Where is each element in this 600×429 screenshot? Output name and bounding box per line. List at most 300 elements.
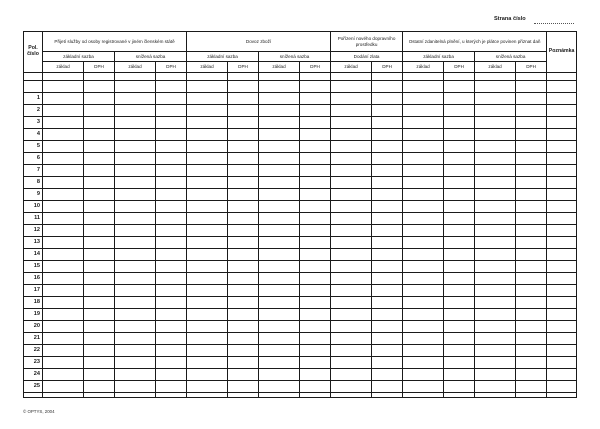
entry-cell[interactable] [444, 153, 475, 165]
entry-cell[interactable] [84, 165, 115, 177]
entry-cell[interactable] [259, 105, 300, 117]
entry-cell[interactable] [516, 237, 547, 249]
entry-cell[interactable] [84, 141, 115, 153]
entry-cell[interactable] [156, 165, 187, 177]
entry-cell[interactable] [516, 321, 547, 333]
entry-cell[interactable] [187, 153, 228, 165]
entry-cell[interactable] [115, 369, 156, 381]
entry-cell[interactable] [228, 393, 259, 398]
entry-cell[interactable] [84, 177, 115, 189]
entry-cell[interactable] [516, 129, 547, 141]
entry-cell[interactable] [187, 309, 228, 321]
entry-cell[interactable] [372, 261, 403, 273]
entry-cell[interactable] [84, 93, 115, 105]
entry-cell[interactable] [115, 177, 156, 189]
entry-cell[interactable] [475, 357, 516, 369]
entry-cell[interactable] [259, 165, 300, 177]
entry-cell[interactable] [372, 105, 403, 117]
entry-cell[interactable] [115, 141, 156, 153]
entry-cell[interactable] [516, 381, 547, 393]
entry-cell[interactable] [259, 333, 300, 345]
entry-cell[interactable] [331, 369, 372, 381]
entry-cell[interactable] [228, 345, 259, 357]
entry-cell[interactable] [331, 309, 372, 321]
entry-cell[interactable] [475, 189, 516, 201]
entry-cell[interactable] [475, 249, 516, 261]
entry-cell[interactable] [228, 177, 259, 189]
entry-cell[interactable] [403, 333, 444, 345]
entry-cell[interactable] [516, 297, 547, 309]
entry-cell[interactable] [300, 93, 331, 105]
entry-cell[interactable] [259, 297, 300, 309]
entry-cell[interactable] [372, 153, 403, 165]
entry-cell[interactable] [115, 105, 156, 117]
entry-cell[interactable] [403, 225, 444, 237]
entry-cell[interactable] [228, 93, 259, 105]
entry-cell[interactable] [444, 141, 475, 153]
entry-cell[interactable] [403, 81, 444, 93]
note-cell[interactable] [547, 273, 577, 285]
entry-cell[interactable] [259, 357, 300, 369]
entry-cell[interactable] [444, 225, 475, 237]
entry-cell[interactable] [187, 369, 228, 381]
entry-cell[interactable] [228, 153, 259, 165]
entry-cell[interactable] [516, 393, 547, 398]
entry-cell[interactable] [228, 249, 259, 261]
entry-cell[interactable] [372, 381, 403, 393]
entry-cell[interactable] [115, 273, 156, 285]
entry-cell[interactable] [403, 213, 444, 225]
entry-cell[interactable] [259, 249, 300, 261]
entry-cell[interactable] [516, 177, 547, 189]
entry-cell[interactable] [228, 297, 259, 309]
entry-cell[interactable] [43, 225, 84, 237]
entry-cell[interactable] [259, 189, 300, 201]
entry-cell[interactable] [115, 237, 156, 249]
entry-cell[interactable] [372, 297, 403, 309]
entry-cell[interactable] [372, 273, 403, 285]
entry-cell[interactable] [43, 177, 84, 189]
entry-cell[interactable] [444, 81, 475, 93]
entry-cell[interactable] [259, 177, 300, 189]
entry-cell[interactable] [228, 273, 259, 285]
entry-cell[interactable] [187, 81, 228, 93]
note-cell[interactable] [547, 153, 577, 165]
entry-cell[interactable] [43, 105, 84, 117]
entry-cell[interactable] [403, 369, 444, 381]
entry-cell[interactable] [43, 381, 84, 393]
entry-cell[interactable] [475, 237, 516, 249]
entry-cell[interactable] [516, 357, 547, 369]
entry-cell[interactable] [84, 321, 115, 333]
entry-cell[interactable] [331, 189, 372, 201]
entry-cell[interactable] [300, 309, 331, 321]
entry-cell[interactable] [259, 393, 300, 398]
entry-cell[interactable] [187, 201, 228, 213]
entry-cell[interactable] [187, 129, 228, 141]
page-number-blank[interactable] [534, 18, 574, 24]
entry-cell[interactable] [228, 129, 259, 141]
note-cell[interactable] [547, 189, 577, 201]
entry-cell[interactable] [115, 213, 156, 225]
entry-cell[interactable] [475, 261, 516, 273]
entry-cell[interactable] [43, 273, 84, 285]
entry-cell[interactable] [403, 105, 444, 117]
entry-cell[interactable] [43, 297, 84, 309]
entry-cell[interactable] [372, 237, 403, 249]
entry-cell[interactable] [84, 333, 115, 345]
entry-cell[interactable] [403, 141, 444, 153]
entry-cell[interactable] [43, 369, 84, 381]
entry-cell[interactable] [259, 261, 300, 273]
entry-cell[interactable] [300, 285, 331, 297]
entry-cell[interactable] [403, 201, 444, 213]
entry-cell[interactable] [372, 369, 403, 381]
entry-cell[interactable] [84, 369, 115, 381]
entry-cell[interactable] [228, 189, 259, 201]
entry-cell[interactable] [187, 261, 228, 273]
entry-cell[interactable] [444, 297, 475, 309]
entry-cell[interactable] [331, 213, 372, 225]
entry-cell[interactable] [187, 381, 228, 393]
entry-cell[interactable] [115, 81, 156, 93]
entry-cell[interactable] [115, 357, 156, 369]
entry-cell[interactable] [372, 285, 403, 297]
entry-cell[interactable] [444, 333, 475, 345]
entry-cell[interactable] [43, 261, 84, 273]
entry-cell[interactable] [516, 117, 547, 129]
entry-cell[interactable] [228, 237, 259, 249]
note-cell[interactable] [547, 93, 577, 105]
entry-cell[interactable] [115, 393, 156, 398]
entry-cell[interactable] [259, 345, 300, 357]
entry-cell[interactable] [475, 153, 516, 165]
entry-cell[interactable] [43, 165, 84, 177]
entry-cell[interactable] [156, 297, 187, 309]
entry-cell[interactable] [259, 141, 300, 153]
entry-cell[interactable] [300, 357, 331, 369]
entry-cell[interactable] [475, 201, 516, 213]
entry-cell[interactable] [84, 153, 115, 165]
entry-cell[interactable] [84, 285, 115, 297]
entry-cell[interactable] [444, 105, 475, 117]
entry-cell[interactable] [115, 333, 156, 345]
entry-cell[interactable] [156, 237, 187, 249]
entry-cell[interactable] [372, 345, 403, 357]
entry-cell[interactable] [403, 381, 444, 393]
entry-cell[interactable] [228, 357, 259, 369]
note-cell[interactable] [547, 345, 577, 357]
entry-cell[interactable] [444, 261, 475, 273]
entry-cell[interactable] [115, 201, 156, 213]
entry-cell[interactable] [115, 165, 156, 177]
entry-cell[interactable] [43, 189, 84, 201]
entry-cell[interactable] [331, 201, 372, 213]
entry-cell[interactable] [331, 141, 372, 153]
entry-cell[interactable] [475, 333, 516, 345]
entry-cell[interactable] [187, 237, 228, 249]
entry-cell[interactable] [156, 285, 187, 297]
entry-cell[interactable] [43, 201, 84, 213]
entry-cell[interactable] [84, 213, 115, 225]
entry-cell[interactable] [228, 381, 259, 393]
note-cell[interactable] [547, 369, 577, 381]
entry-cell[interactable] [228, 309, 259, 321]
entry-cell[interactable] [43, 309, 84, 321]
entry-cell[interactable] [228, 117, 259, 129]
entry-cell[interactable] [444, 345, 475, 357]
entry-cell[interactable] [444, 129, 475, 141]
entry-cell[interactable] [84, 297, 115, 309]
entry-cell[interactable] [156, 81, 187, 93]
entry-cell[interactable] [516, 141, 547, 153]
entry-cell[interactable] [84, 345, 115, 357]
entry-cell[interactable] [475, 369, 516, 381]
entry-cell[interactable] [43, 81, 84, 93]
entry-cell[interactable] [475, 285, 516, 297]
note-cell[interactable] [547, 117, 577, 129]
entry-cell[interactable] [115, 117, 156, 129]
entry-cell[interactable] [115, 297, 156, 309]
note-cell[interactable] [547, 213, 577, 225]
entry-cell[interactable] [187, 93, 228, 105]
note-cell[interactable] [547, 381, 577, 393]
entry-cell[interactable] [84, 249, 115, 261]
entry-cell[interactable] [300, 177, 331, 189]
entry-cell[interactable] [84, 261, 115, 273]
entry-cell[interactable] [300, 393, 331, 398]
entry-cell[interactable] [259, 309, 300, 321]
entry-cell[interactable] [115, 321, 156, 333]
entry-cell[interactable] [331, 93, 372, 105]
entry-cell[interactable] [43, 141, 84, 153]
entry-cell[interactable] [187, 333, 228, 345]
entry-cell[interactable] [372, 309, 403, 321]
entry-cell[interactable] [331, 129, 372, 141]
entry-cell[interactable] [228, 369, 259, 381]
entry-cell[interactable] [516, 201, 547, 213]
entry-cell[interactable] [228, 81, 259, 93]
entry-cell[interactable] [331, 357, 372, 369]
entry-cell[interactable] [403, 321, 444, 333]
entry-cell[interactable] [475, 393, 516, 398]
entry-cell[interactable] [259, 285, 300, 297]
entry-cell[interactable] [516, 165, 547, 177]
entry-cell[interactable] [516, 369, 547, 381]
entry-cell[interactable] [43, 213, 84, 225]
entry-cell[interactable] [43, 129, 84, 141]
entry-cell[interactable] [43, 321, 84, 333]
entry-cell[interactable] [475, 381, 516, 393]
entry-cell[interactable] [43, 345, 84, 357]
entry-cell[interactable] [331, 177, 372, 189]
entry-cell[interactable] [259, 81, 300, 93]
entry-cell[interactable] [300, 333, 331, 345]
entry-cell[interactable] [187, 297, 228, 309]
entry-cell[interactable] [300, 261, 331, 273]
entry-cell[interactable] [475, 297, 516, 309]
entry-cell[interactable] [187, 345, 228, 357]
entry-cell[interactable] [300, 213, 331, 225]
entry-cell[interactable] [84, 309, 115, 321]
entry-cell[interactable] [372, 357, 403, 369]
note-cell[interactable] [547, 261, 577, 273]
entry-cell[interactable] [403, 177, 444, 189]
entry-cell[interactable] [300, 189, 331, 201]
entry-cell[interactable] [115, 93, 156, 105]
entry-cell[interactable] [403, 129, 444, 141]
entry-cell[interactable] [228, 201, 259, 213]
entry-cell[interactable] [372, 249, 403, 261]
entry-cell[interactable] [84, 357, 115, 369]
entry-cell[interactable] [156, 141, 187, 153]
entry-cell[interactable] [156, 261, 187, 273]
entry-cell[interactable] [84, 81, 115, 93]
entry-cell[interactable] [300, 381, 331, 393]
entry-cell[interactable] [403, 309, 444, 321]
entry-cell[interactable] [115, 129, 156, 141]
entry-cell[interactable] [331, 225, 372, 237]
entry-cell[interactable] [331, 261, 372, 273]
note-cell[interactable] [547, 237, 577, 249]
entry-cell[interactable] [444, 369, 475, 381]
entry-cell[interactable] [187, 141, 228, 153]
entry-cell[interactable] [331, 81, 372, 93]
entry-cell[interactable] [331, 153, 372, 165]
entry-cell[interactable] [156, 369, 187, 381]
entry-cell[interactable] [156, 309, 187, 321]
entry-cell[interactable] [444, 237, 475, 249]
entry-cell[interactable] [156, 153, 187, 165]
entry-cell[interactable] [300, 369, 331, 381]
entry-cell[interactable] [259, 213, 300, 225]
entry-cell[interactable] [444, 285, 475, 297]
entry-cell[interactable] [43, 393, 84, 398]
note-cell[interactable] [547, 321, 577, 333]
entry-cell[interactable] [259, 321, 300, 333]
entry-cell[interactable] [156, 357, 187, 369]
entry-cell[interactable] [444, 393, 475, 398]
entry-cell[interactable] [259, 153, 300, 165]
note-cell[interactable] [547, 177, 577, 189]
entry-cell[interactable] [403, 261, 444, 273]
entry-cell[interactable] [84, 117, 115, 129]
entry-cell[interactable] [43, 117, 84, 129]
entry-cell[interactable] [115, 249, 156, 261]
entry-cell[interactable] [331, 297, 372, 309]
entry-cell[interactable] [475, 165, 516, 177]
entry-cell[interactable] [187, 321, 228, 333]
entry-cell[interactable] [403, 153, 444, 165]
entry-cell[interactable] [228, 285, 259, 297]
entry-cell[interactable] [475, 141, 516, 153]
entry-cell[interactable] [372, 333, 403, 345]
entry-cell[interactable] [43, 153, 84, 165]
entry-cell[interactable] [84, 381, 115, 393]
entry-cell[interactable] [259, 369, 300, 381]
entry-cell[interactable] [187, 213, 228, 225]
note-cell[interactable] [547, 105, 577, 117]
entry-cell[interactable] [300, 273, 331, 285]
entry-cell[interactable] [300, 345, 331, 357]
note-cell[interactable] [547, 309, 577, 321]
entry-cell[interactable] [84, 237, 115, 249]
entry-cell[interactable] [372, 201, 403, 213]
entry-cell[interactable] [156, 177, 187, 189]
entry-cell[interactable] [331, 117, 372, 129]
entry-cell[interactable] [115, 153, 156, 165]
entry-cell[interactable] [475, 177, 516, 189]
entry-cell[interactable] [444, 177, 475, 189]
entry-cell[interactable] [300, 165, 331, 177]
entry-cell[interactable] [115, 309, 156, 321]
entry-cell[interactable] [300, 321, 331, 333]
entry-cell[interactable] [372, 321, 403, 333]
entry-cell[interactable] [475, 321, 516, 333]
entry-cell[interactable] [259, 381, 300, 393]
entry-cell[interactable] [516, 189, 547, 201]
entry-cell[interactable] [228, 105, 259, 117]
entry-cell[interactable] [228, 165, 259, 177]
entry-cell[interactable] [475, 273, 516, 285]
entry-cell[interactable] [331, 321, 372, 333]
entry-cell[interactable] [228, 213, 259, 225]
entry-cell[interactable] [331, 285, 372, 297]
entry-cell[interactable] [516, 213, 547, 225]
entry-cell[interactable] [475, 117, 516, 129]
note-cell[interactable] [547, 357, 577, 369]
entry-cell[interactable] [300, 225, 331, 237]
entry-cell[interactable] [403, 117, 444, 129]
entry-cell[interactable] [43, 285, 84, 297]
entry-cell[interactable] [115, 261, 156, 273]
entry-cell[interactable] [228, 261, 259, 273]
entry-cell[interactable] [444, 165, 475, 177]
entry-cell[interactable] [43, 357, 84, 369]
entry-cell[interactable] [516, 225, 547, 237]
entry-cell[interactable] [228, 333, 259, 345]
entry-cell[interactable] [156, 93, 187, 105]
entry-cell[interactable] [403, 93, 444, 105]
entry-cell[interactable] [156, 381, 187, 393]
entry-cell[interactable] [331, 381, 372, 393]
entry-cell[interactable] [84, 105, 115, 117]
entry-cell[interactable] [372, 393, 403, 398]
entry-cell[interactable] [475, 309, 516, 321]
entry-cell[interactable] [300, 129, 331, 141]
note-cell[interactable] [547, 393, 577, 398]
entry-cell[interactable] [228, 141, 259, 153]
entry-cell[interactable] [187, 249, 228, 261]
entry-cell[interactable] [84, 393, 115, 398]
entry-cell[interactable] [300, 249, 331, 261]
entry-cell[interactable] [84, 201, 115, 213]
entry-cell[interactable] [444, 321, 475, 333]
entry-cell[interactable] [259, 225, 300, 237]
entry-cell[interactable] [475, 93, 516, 105]
entry-cell[interactable] [372, 165, 403, 177]
entry-cell[interactable] [300, 237, 331, 249]
note-cell[interactable] [547, 333, 577, 345]
entry-cell[interactable] [187, 117, 228, 129]
note-cell[interactable] [547, 285, 577, 297]
entry-cell[interactable] [228, 225, 259, 237]
entry-cell[interactable] [115, 285, 156, 297]
entry-cell[interactable] [43, 249, 84, 261]
entry-cell[interactable] [516, 261, 547, 273]
entry-cell[interactable] [300, 117, 331, 129]
entry-cell[interactable] [372, 129, 403, 141]
